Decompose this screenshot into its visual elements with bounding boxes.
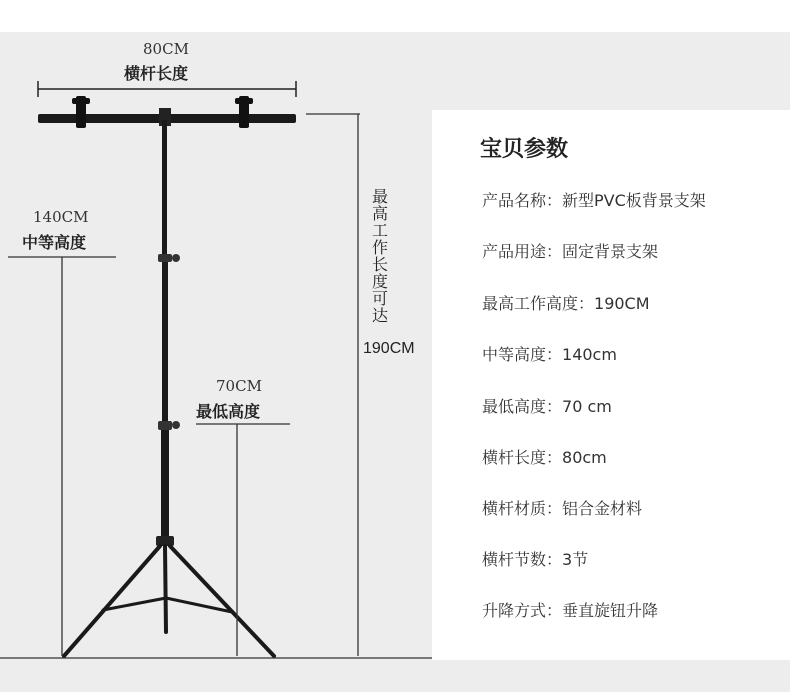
spec-label: 产品用途： [482, 242, 563, 261]
spec-value: 新型PVC板背景支架 [562, 191, 706, 210]
bar-clip-right [235, 96, 253, 128]
spec-card [432, 110, 790, 660]
spec-title: 宝贝参数 [480, 137, 569, 162]
spec-label: 中等高度： [482, 345, 563, 364]
spec-label: 横杆长度： [482, 448, 563, 467]
spec-label: 横杆材质： [482, 499, 563, 518]
spec-label: 升降方式： [482, 601, 563, 620]
spec-row [482, 188, 706, 211]
tripod-legs [64, 546, 274, 656]
center-pole-lower [161, 426, 169, 546]
max-height-label: 最高工作长度可达 [371, 187, 388, 325]
spec-value: 190CM [594, 294, 650, 313]
bar-clip-left [72, 96, 90, 128]
spec-row [482, 496, 642, 519]
min-height-value: 70CM [216, 377, 262, 395]
spec-value: 80cm [562, 448, 607, 467]
max-height-value: 190CM [363, 340, 415, 357]
spec-row [482, 239, 658, 262]
spec-row [482, 394, 612, 417]
spec-value: 140cm [562, 345, 617, 364]
spec-row [482, 291, 650, 314]
height-knob-lower [158, 421, 180, 430]
height-knob-upper [158, 254, 180, 262]
spec-row [482, 445, 607, 468]
center-pole-mid [162, 258, 168, 428]
spec-row [482, 598, 658, 621]
spec-label: 产品名称： [482, 191, 563, 210]
spec-label: 最高工作高度： [482, 294, 595, 313]
spec-label: 横杆节数： [482, 550, 563, 569]
spec-value: 垂直旋钮升降 [562, 601, 659, 620]
spec-label: 最低高度： [482, 397, 563, 416]
spec-value: 铝合金材料 [562, 499, 643, 518]
spec-value: 3节 [562, 550, 589, 569]
spec-value: 固定背景支架 [562, 242, 659, 261]
spec-row [482, 342, 617, 365]
min-height-label: 最低高度 [196, 402, 261, 421]
max-height-dimension [306, 114, 360, 656]
bar-length-label: 横杆长度 [124, 64, 189, 83]
spec-value: 70 cm [562, 397, 612, 416]
spec-row [482, 547, 588, 570]
mid-height-value: 140CM [33, 208, 89, 226]
mid-height-dimension [8, 257, 116, 656]
mid-height-label: 中等高度 [22, 233, 87, 252]
bar-length-value: 80CM [143, 40, 189, 58]
center-pole-upper [162, 120, 167, 260]
